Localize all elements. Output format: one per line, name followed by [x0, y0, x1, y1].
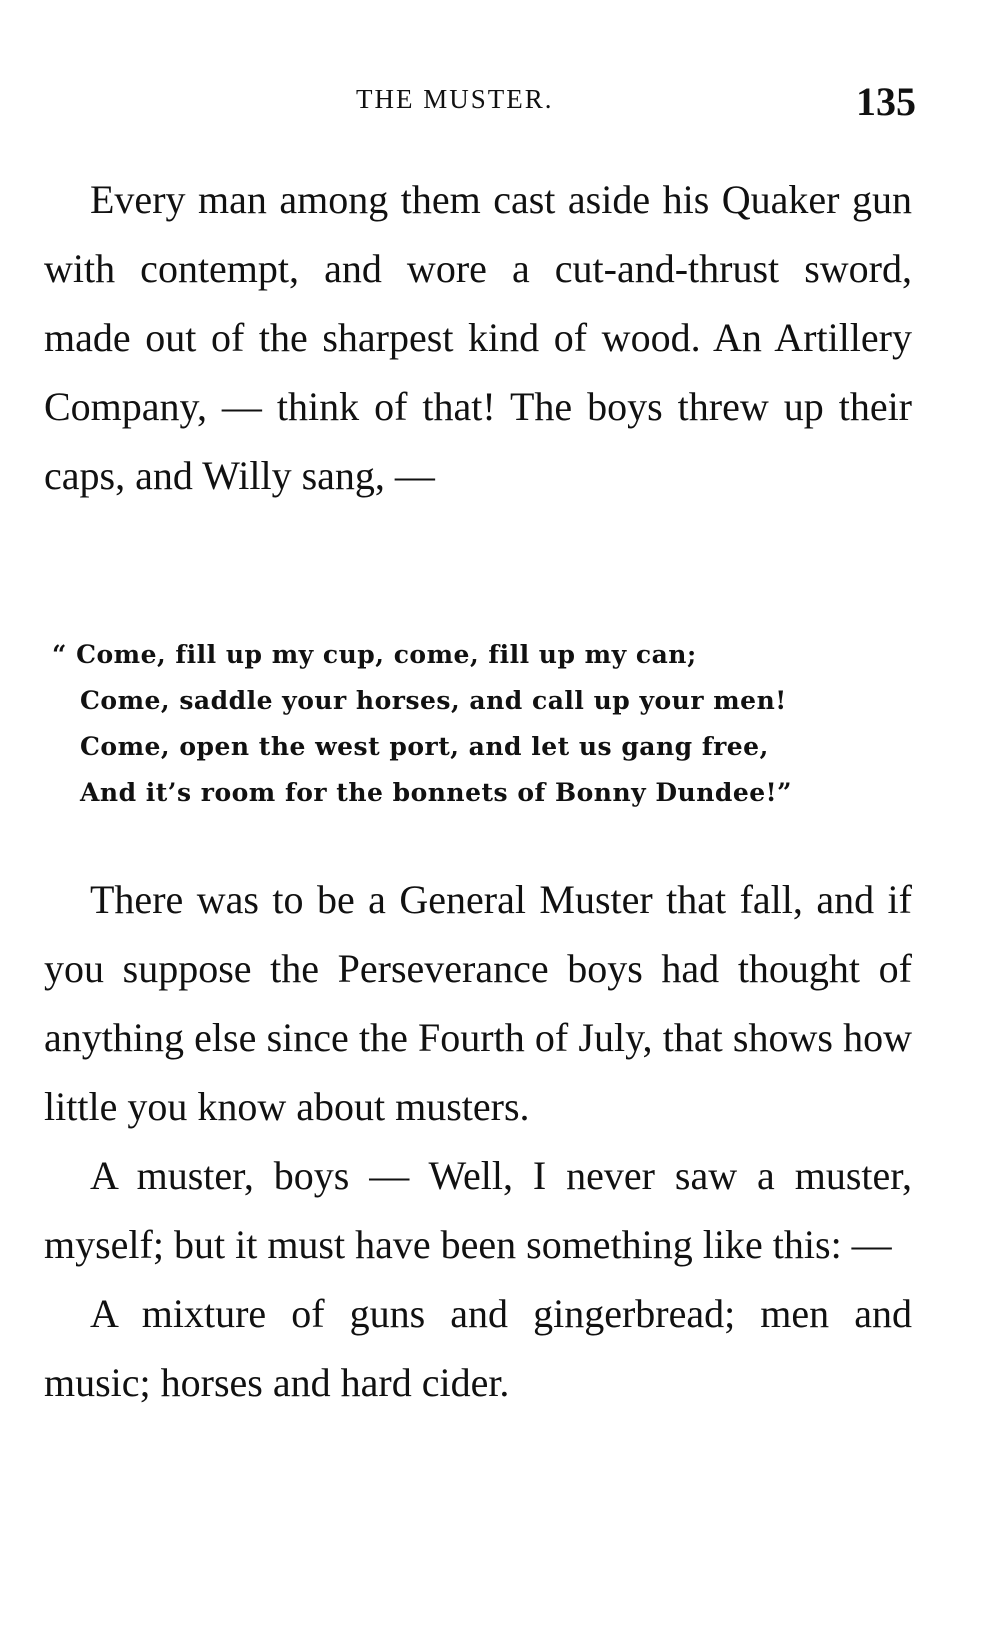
- running-head: [0, 78, 996, 128]
- paragraph: There was to be a General Muster that fall, and if you suppose the Perseverance boys had thought of anything else since the Fourth of July, that shows how little you know about musters.: [44, 877, 912, 1129]
- page-number: 135: [856, 79, 916, 124]
- verse-line: “ Come, fill up my cup, come, fill up my can;: [52, 640, 697, 669]
- running-title: THE MUSTER.: [356, 84, 554, 114]
- paragraph: A muster, boys — Well, I never saw a muster, myself; but it must have been something like this: —: [44, 1153, 912, 1267]
- prose-block-two: [44, 865, 912, 1417]
- paragraph: A mixture of guns and gingerbread; men and music; horses and hard cider.: [44, 1291, 912, 1405]
- prose-block-one: [44, 165, 912, 510]
- verse-line: And it’s room for the bonnets of Bonny Dundee!”: [80, 778, 793, 807]
- verse-line: Come, open the west port, and let us gang free,: [80, 732, 769, 761]
- verse-quotation: [52, 632, 912, 816]
- verse-line: Come, saddle your horses, and call up your men!: [80, 686, 787, 715]
- paragraph: Every man among them cast aside his Quaker gun with contempt, and wore a cut-and-thrust sword, made out of the sharpest kind of wood. An Artillery Company, — think of that! The boys threw up their caps, and Willy sang, —: [44, 177, 912, 498]
